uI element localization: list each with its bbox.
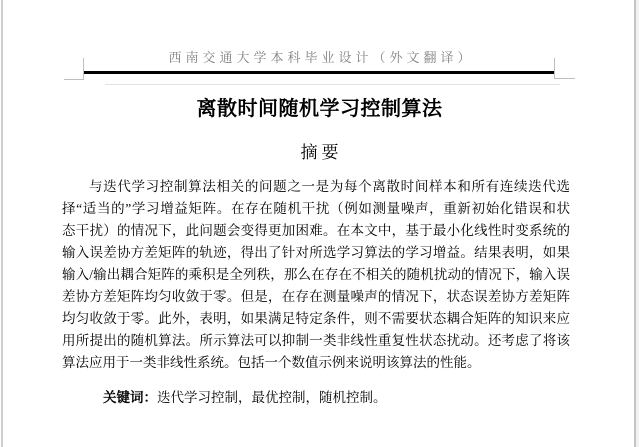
margin-mark-right-horizontal (554, 78, 575, 79)
abstract-line: 用所提出的随机算法。所示算法可以抑制一类非线性重复性状态扰动。还考虑了将该 (62, 333, 570, 348)
margin-mark-right-vertical (554, 58, 555, 79)
abstract-line: 输入/输出耦合矩阵的乘积是全列秩，那么在存在不相关的随机扰动的情况下，输入误 (62, 267, 570, 282)
keywords-line (62, 387, 570, 409)
document-title: 离散时间随机学习控制算法 (196, 98, 443, 120)
abstract-line: 均匀收敛于零。此外，表明，如果满足特定条件，则不需要状态耦合矩阵的知识来应 (62, 311, 570, 326)
abstract-line: 算法应用于一类非线性系统。包括一个数值示例来说明该算法的性能。 (62, 355, 481, 370)
abstract-line: 态干扰）的情况下，此问题会变得更加困难。在本文中，基于最小化线性时变系统的 (62, 223, 570, 238)
abstract-line: 择“适当的”学习增益矩阵。在存在随机干扰（例如测量噪声，重新初始化错误和状 (62, 201, 570, 216)
margin-mark-left-horizontal (64, 79, 84, 80)
abstract-paragraph (62, 176, 570, 374)
keywords-text: 迭代学习控制，最优控制，随机控制。 (157, 390, 387, 405)
page-header-text: 西南交通大学本科毕业设计（外文翻译） (168, 50, 475, 65)
keywords-label: 关键词： (103, 390, 157, 405)
margin-mark-left-vertical (83, 58, 84, 79)
header-rule (84, 71, 554, 74)
abstract-line: 与迭代学习控制算法相关的问题之一是为每个离散时间样本和所有连续迭代选 (89, 179, 570, 194)
abstract-line: 输入误差协方差矩阵的轨迹，得出了针对所选学习算法的学习增益。结果表明，如果 (62, 245, 570, 260)
abstract-line: 差协方差矩阵均匀收敛于零。但是，在存在测量噪声的情况下，状态误差协方差矩阵 (62, 289, 570, 304)
header-faint-rule (105, 84, 560, 85)
abstract-heading: 摘要 (300, 143, 343, 162)
